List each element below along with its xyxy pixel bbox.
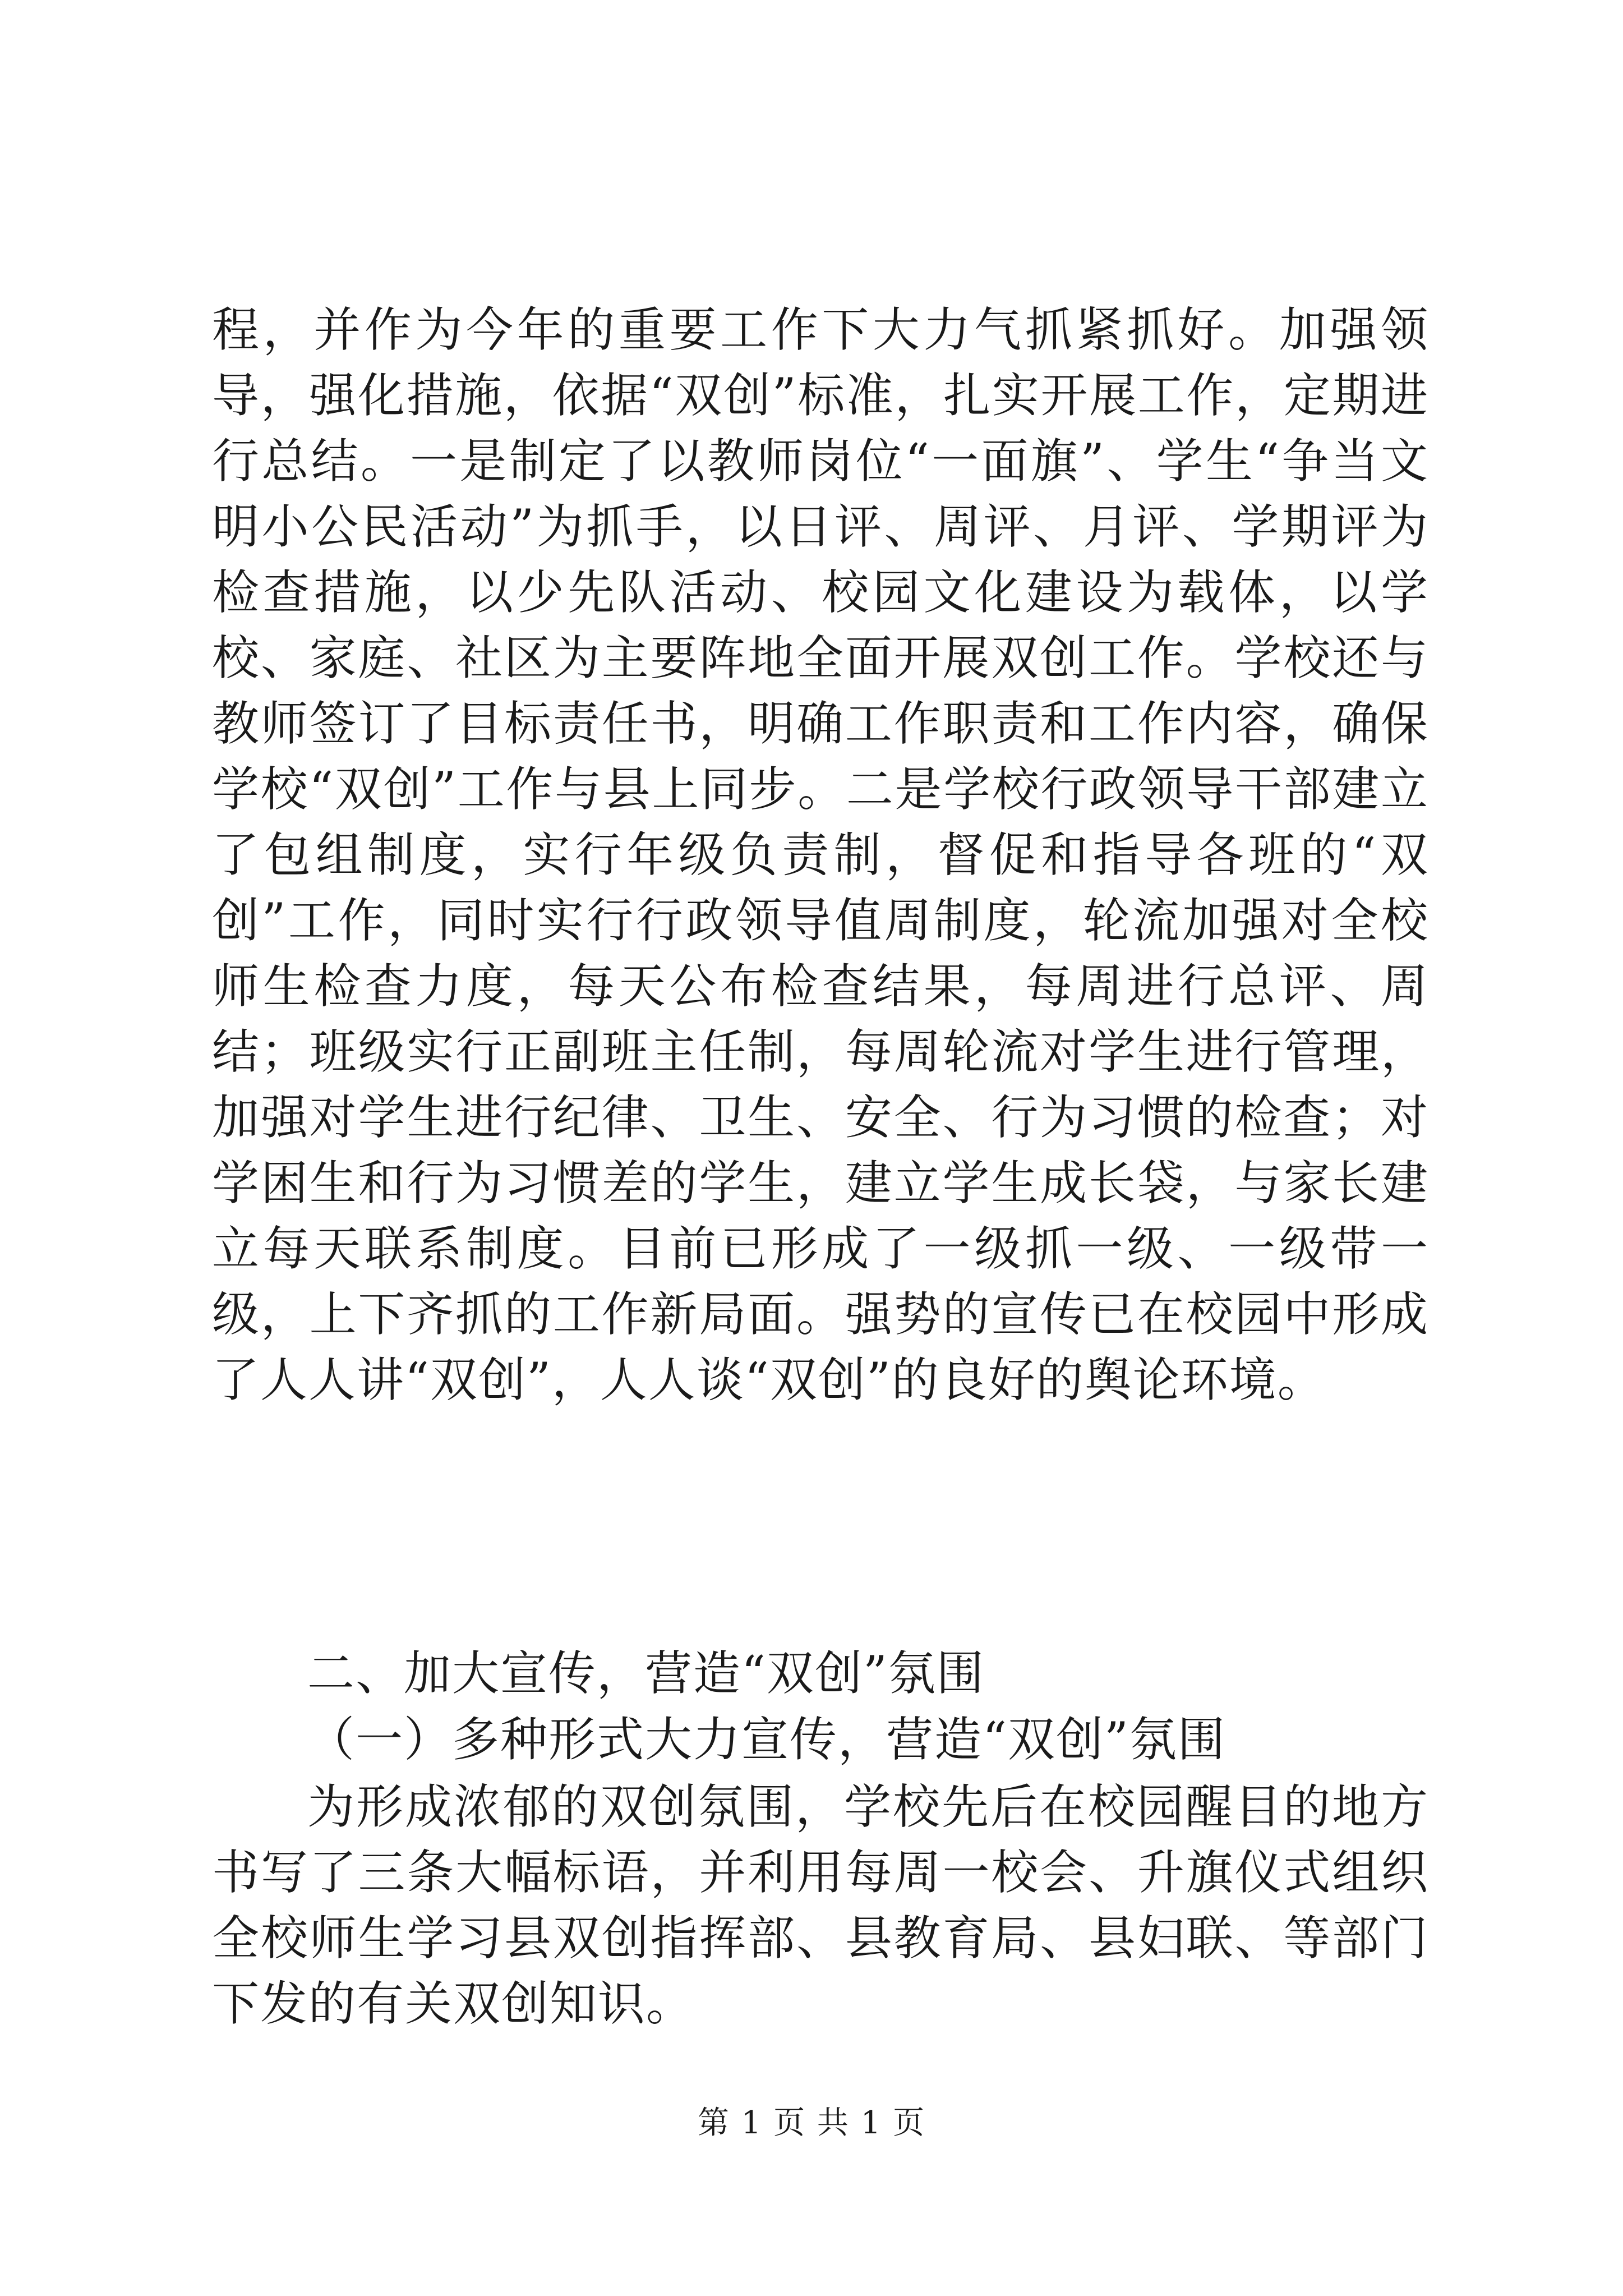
paragraph-2-block: [212, 1774, 1429, 2037]
paragraph-2: 为形成浓郁的双创氛围，学校先后在校园醒目的地方书写了三条大幅标语，并利用每周一校会、升旗仪式组织全校师生学习县双创指挥部、县教育局、县妇联、等部门下发的有关双创知识。: [212, 1779, 1429, 2031]
paragraph-1: 程，并作为今年的重要工作下大力气抓紧抓好。加强领导，强化措施，依据“双创”标准，扎实开展工作，定期进行总结。一是制定了以教师岗位“一面旗”、学生“争当文明小公民活动”为抓手，以日评、周评、月评、学期评为检查措施，以少先队活动、校园文化建设为载体，以学校、家庭、社区为主要阵地全面开展双创工作。学校还与教师签订了目标责任书，明确工作职责和工作内容，确保学校“双创”工作与县上同步。二是学校行政领导干部建立了包组制度，实行年级负责制，督促和指导各班的“双创”工作，同时实行行政领导值周制度，轮流加强对全校师生检查力度，每天公布检查结果，每周进行总评、周结；班级实行正副班主任制，每周轮流对学生进行管理，加强对学生进行纪律、卫生、安全、行为习惯的检查；对学困生和行为习惯差的学生，建立学生成长袋，与家长建立每天联系制度。目前已形成了一级抓一级、一级带一级，上下齐抓的工作新局面。强势的宣传已在校园中形成了人人讲“双创”，人人谈“双创”的良好的舆论环境。: [212, 302, 1429, 1407]
body-text-block: [212, 297, 1429, 1413]
section-heading: 二、加大宣传，营造“双创”氛围: [307, 1646, 985, 1701]
section-heading-block: [212, 1641, 1429, 1706]
subsection-heading: （一）多种形式大力宣传，营造“双创”氛围: [307, 1712, 1226, 1767]
page-footer: 第 1 页 共 1 页: [697, 2105, 926, 2141]
subsection-heading-block: [212, 1707, 1429, 1773]
